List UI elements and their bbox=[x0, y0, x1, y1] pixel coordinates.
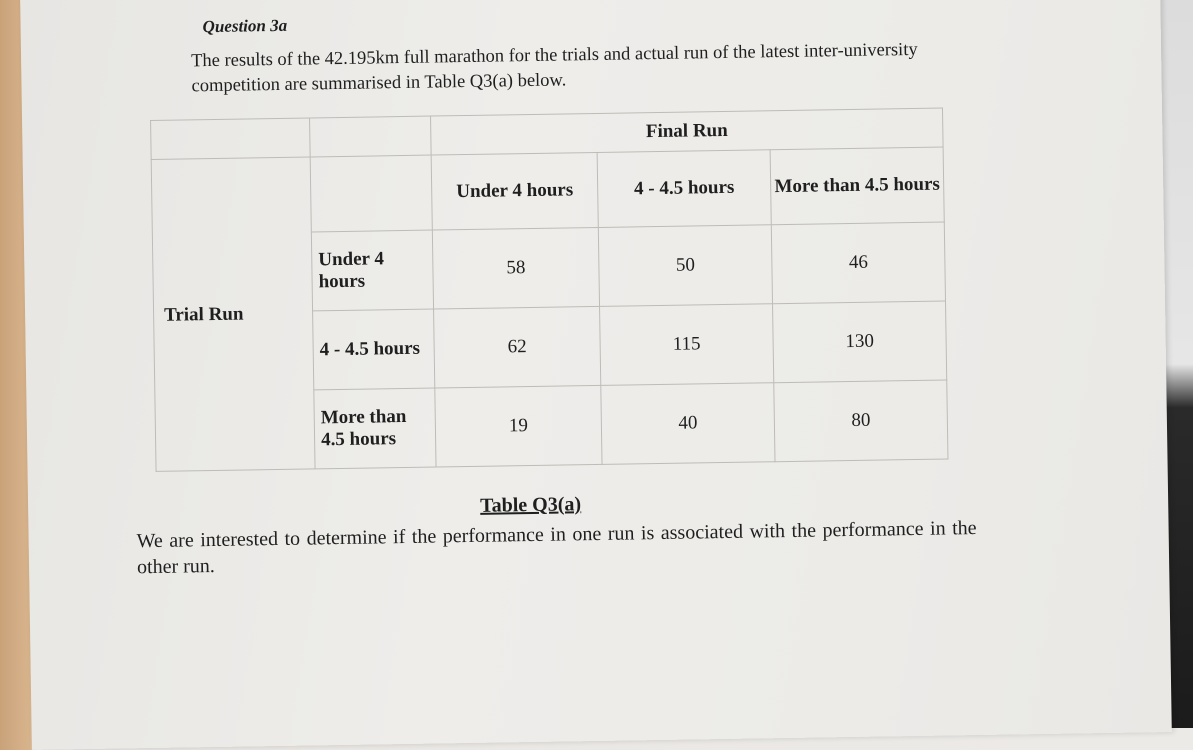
table-cell: 115 bbox=[600, 304, 774, 386]
table-column-header-row bbox=[151, 147, 944, 234]
intro-paragraph: The results of the 42.195km full marathon for the trials and actual run of the latest inter-university competition are summarised in Table Q3(a) below. bbox=[190, 39, 918, 97]
document-page bbox=[20, 0, 1172, 750]
table-cell: 40 bbox=[601, 383, 775, 465]
trial-run-header: Trial Run bbox=[151, 157, 315, 471]
contingency-table bbox=[150, 108, 948, 472]
empty-corner-cell bbox=[151, 118, 311, 159]
row-label: More than 4.5 hours bbox=[314, 388, 436, 469]
col-header-under-4: Under 4 hours bbox=[431, 152, 598, 230]
table-cell: 80 bbox=[774, 380, 948, 462]
final-run-header: Final Run bbox=[431, 108, 944, 155]
table-cell: 46 bbox=[771, 222, 945, 304]
table-cell: 58 bbox=[432, 227, 599, 309]
table-cell: 130 bbox=[773, 301, 947, 383]
table-cell: 50 bbox=[598, 225, 772, 307]
table-cell: 62 bbox=[434, 306, 601, 388]
empty-corner-cell bbox=[310, 155, 432, 232]
col-header-more-than-4.5: More than 4.5 hours bbox=[770, 147, 944, 225]
conclusion-paragraph: We are interested to determine if the performance in one run is associated with the performance in the other run. bbox=[136, 517, 977, 579]
question-title: Question 3a bbox=[202, 15, 288, 37]
table-caption: Table Q3(a) bbox=[479, 493, 582, 517]
row-label: 4 - 4.5 hours bbox=[313, 309, 435, 390]
table-cell: 19 bbox=[435, 385, 602, 467]
empty-corner-cell bbox=[310, 116, 432, 157]
col-header-4-4.5: 4 - 4.5 hours bbox=[597, 150, 771, 228]
row-label: Under 4 hours bbox=[311, 230, 433, 311]
